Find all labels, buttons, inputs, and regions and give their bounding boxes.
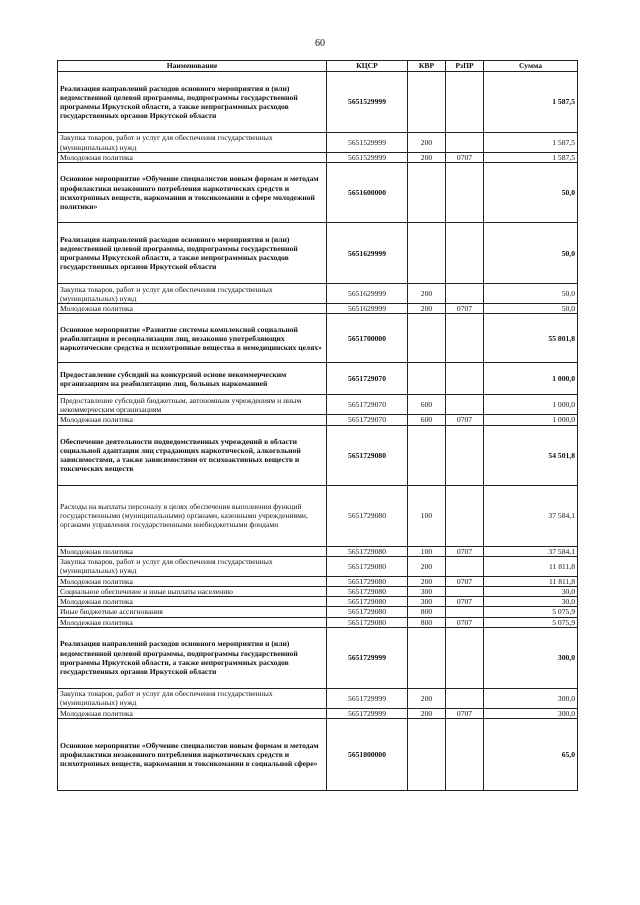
cell-kcsr: 5651629999 xyxy=(327,223,408,284)
cell-name: Предоставление субсидий на конкурсной основе некоммерческим организациям на реабилитацию лиц, больных наркоманией xyxy=(58,363,327,395)
cell-name: Реализация направлений расходов основного мероприятия и (или) ведомственной целевой программы, подпрограммы государственной программы Иркутской области, а также непрограммных расходов государственных органов Иркутской области xyxy=(58,627,327,688)
cell-kvr xyxy=(408,363,446,395)
cell-name: Иные бюджетные ассигнования xyxy=(58,607,327,617)
cell-rzpr xyxy=(446,133,484,153)
cell-sum: 50,0 xyxy=(484,304,578,314)
page-number: 60 xyxy=(315,38,325,49)
cell-name: Обеспечение деятельности подведомственных учреждений в области социальной адаптации лиц страдающих наркотической, алкогольной зависимостями, а также зависимостями от психоактивных веществ и токсических веществ xyxy=(58,425,327,485)
cell-sum: 1 587,5 xyxy=(484,133,578,153)
cell-kcsr: 5651729070 xyxy=(327,415,408,425)
cell-name: Основное мероприятие «Обучение специалистов новым формам и методам профилактики незаконного потребления наркотических средств и психотропных веществ, наркомании и токсикомании в социальной сфере» xyxy=(58,719,327,791)
cell-name: Закупка товаров, работ и услуг для обеспечения государственных (муниципальных) нужд xyxy=(58,688,327,708)
cell-sum: 55 801,8 xyxy=(484,314,578,363)
cell-sum: 1 000,0 xyxy=(484,363,578,395)
cell-rzpr xyxy=(446,425,484,485)
table-row xyxy=(58,607,578,617)
cell-sum: 11 811,8 xyxy=(484,556,578,576)
table-row xyxy=(58,576,578,586)
cell-kcsr: 5651629999 xyxy=(327,284,408,304)
cell-rzpr xyxy=(446,284,484,304)
cell-rzpr: 0707 xyxy=(446,415,484,425)
cell-name: Молодежная политика xyxy=(58,153,327,163)
cell-sum: 37 584,1 xyxy=(484,546,578,556)
budget-table xyxy=(57,60,578,791)
cell-kvr: 600 xyxy=(408,395,446,415)
cell-rzpr: 0707 xyxy=(446,304,484,314)
table-row xyxy=(58,708,578,718)
cell-kvr: 600 xyxy=(408,415,446,425)
table-row xyxy=(58,223,578,284)
cell-kvr: 200 xyxy=(408,153,446,163)
cell-sum: 300,0 xyxy=(484,688,578,708)
cell-kvr: 200 xyxy=(408,133,446,153)
cell-kvr: 200 xyxy=(408,304,446,314)
table-row xyxy=(58,587,578,597)
cell-kcsr: 5651729080 xyxy=(327,485,408,546)
cell-kvr: 300 xyxy=(408,597,446,607)
cell-kcsr: 5651729080 xyxy=(327,597,408,607)
cell-kcsr: 5651729999 xyxy=(327,627,408,688)
cell-rzpr xyxy=(446,688,484,708)
cell-kvr: 200 xyxy=(408,556,446,576)
table-row xyxy=(58,546,578,556)
table-row xyxy=(58,425,578,485)
cell-kvr: 800 xyxy=(408,617,446,627)
cell-kvr xyxy=(408,719,446,791)
cell-sum: 1 587,5 xyxy=(484,153,578,163)
cell-kcsr: 5651629999 xyxy=(327,304,408,314)
table-row xyxy=(58,395,578,415)
cell-rzpr xyxy=(446,485,484,546)
cell-name: Реализация направлений расходов основного мероприятия и (или) ведомственной целевой программы, подпрограммы государственной программы Иркутской области, а также непрограммных расходов государственных органов Иркутской области xyxy=(58,72,327,133)
cell-rzpr xyxy=(446,314,484,363)
cell-name: Закупка товаров, работ и услуг для обеспечения государственных (муниципальных) нужд xyxy=(58,556,327,576)
table-row xyxy=(58,304,578,314)
column-header-rzpr: РзПР xyxy=(446,61,484,72)
cell-kcsr: 5651729080 xyxy=(327,587,408,597)
cell-kcsr: 5651729070 xyxy=(327,395,408,415)
cell-sum: 11 811,8 xyxy=(484,576,578,586)
cell-sum: 54 501,8 xyxy=(484,425,578,485)
cell-kcsr: 5651729080 xyxy=(327,576,408,586)
cell-sum: 1 587,5 xyxy=(484,72,578,133)
column-header-sum: Сумма xyxy=(484,61,578,72)
cell-name: Предоставление субсидий бюджетным, автономным учреждениям и иным некоммерческим организациям xyxy=(58,395,327,415)
table-row xyxy=(58,415,578,425)
cell-name: Молодежная политика xyxy=(58,576,327,586)
cell-sum: 50,0 xyxy=(484,223,578,284)
cell-kcsr: 5651800000 xyxy=(327,719,408,791)
cell-kvr: 200 xyxy=(408,708,446,718)
cell-sum: 50,0 xyxy=(484,284,578,304)
cell-name: Основное мероприятие «Развитие системы комплексной социальной реабилитации и ресоциализации лиц, незаконно употребляющих наркотические средства и психотропные вещества в немедицинских целях» xyxy=(58,314,327,363)
table-row xyxy=(58,617,578,627)
column-header-kcsr: КЦСР xyxy=(327,61,408,72)
cell-sum: 1 000,0 xyxy=(484,415,578,425)
cell-rzpr xyxy=(446,627,484,688)
cell-sum: 5 075,9 xyxy=(484,607,578,617)
table-row xyxy=(58,72,578,133)
cell-kcsr: 5651529999 xyxy=(327,72,408,133)
cell-kcsr: 5651729080 xyxy=(327,607,408,617)
cell-kcsr: 5651729999 xyxy=(327,688,408,708)
cell-rzpr xyxy=(446,395,484,415)
cell-kcsr: 5651729080 xyxy=(327,546,408,556)
cell-kvr: 200 xyxy=(408,688,446,708)
table-row xyxy=(58,485,578,546)
cell-name: Молодежная политика xyxy=(58,304,327,314)
cell-sum: 50,0 xyxy=(484,163,578,223)
table-row xyxy=(58,363,578,395)
cell-kcsr: 5651529999 xyxy=(327,153,408,163)
column-header-kvr: КВР xyxy=(408,61,446,72)
cell-sum: 37 584,1 xyxy=(484,485,578,546)
table-row xyxy=(58,597,578,607)
cell-rzpr: 0707 xyxy=(446,708,484,718)
cell-name: Молодежная политика xyxy=(58,708,327,718)
cell-rzpr: 0707 xyxy=(446,153,484,163)
cell-kvr: 800 xyxy=(408,607,446,617)
cell-rzpr: 0707 xyxy=(446,597,484,607)
cell-sum: 30,0 xyxy=(484,587,578,597)
cell-name: Закупка товаров, работ и услуг для обеспечения государственных (муниципальных) нужд xyxy=(58,133,327,153)
cell-kvr xyxy=(408,72,446,133)
cell-rzpr xyxy=(446,556,484,576)
cell-kcsr: 5651529999 xyxy=(327,133,408,153)
cell-sum: 65,0 xyxy=(484,719,578,791)
cell-sum: 300,0 xyxy=(484,708,578,718)
cell-name: Социальное обеспечение и иные выплаты населению xyxy=(58,587,327,597)
cell-name: Молодежная политика xyxy=(58,546,327,556)
cell-kcsr: 5651700000 xyxy=(327,314,408,363)
table-row xyxy=(58,556,578,576)
cell-name: Закупка товаров, работ и услуг для обеспечения государственных (муниципальных) нужд xyxy=(58,284,327,304)
cell-rzpr xyxy=(446,719,484,791)
cell-kcsr: 5651729080 xyxy=(327,556,408,576)
cell-kvr xyxy=(408,223,446,284)
cell-rzpr xyxy=(446,587,484,597)
cell-name: Молодежная политика xyxy=(58,597,327,607)
cell-name: Расходы на выплаты персоналу в целях обеспечения выполнения функций государственными (муниципальными) органами, казенными учреждениями, органами управления государственными внебюджетными фондами xyxy=(58,485,327,546)
cell-kvr: 300 xyxy=(408,587,446,597)
cell-kcsr: 5651729080 xyxy=(327,425,408,485)
cell-rzpr xyxy=(446,163,484,223)
cell-sum: 5 075,9 xyxy=(484,617,578,627)
cell-name: Молодежная политика xyxy=(58,617,327,627)
cell-kcsr: 5651600000 xyxy=(327,163,408,223)
cell-kcsr: 5651729080 xyxy=(327,617,408,627)
cell-kvr xyxy=(408,425,446,485)
cell-name: Молодежная политика xyxy=(58,415,327,425)
table-header-row xyxy=(58,61,578,72)
cell-kcsr: 5651729070 xyxy=(327,363,408,395)
cell-kvr: 200 xyxy=(408,576,446,586)
cell-name: Основное мероприятие «Обучение специалистов новым формам и методам профилактики незаконного потребления наркотических средств и психотропных веществ, наркомании и токсикомании в сфере молодежной политики» xyxy=(58,163,327,223)
table-row xyxy=(58,163,578,223)
cell-sum: 1 000,0 xyxy=(484,395,578,415)
table-row xyxy=(58,627,578,688)
table-row xyxy=(58,153,578,163)
cell-kvr: 200 xyxy=(408,284,446,304)
cell-rzpr xyxy=(446,72,484,133)
cell-kvr: 100 xyxy=(408,485,446,546)
table-row xyxy=(58,719,578,791)
cell-rzpr: 0707 xyxy=(446,617,484,627)
cell-rzpr xyxy=(446,607,484,617)
cell-sum: 30,0 xyxy=(484,597,578,607)
cell-kcsr: 5651729999 xyxy=(327,708,408,718)
cell-rzpr xyxy=(446,223,484,284)
cell-kvr xyxy=(408,314,446,363)
table-row xyxy=(58,133,578,153)
table-row xyxy=(58,284,578,304)
cell-kvr xyxy=(408,163,446,223)
cell-rzpr: 0707 xyxy=(446,576,484,586)
column-header-name: Наименование xyxy=(58,61,327,72)
cell-kvr xyxy=(408,627,446,688)
cell-sum: 300,0 xyxy=(484,627,578,688)
table-row xyxy=(58,688,578,708)
cell-name: Реализация направлений расходов основного мероприятия и (или) ведомственной целевой программы, подпрограммы государственной программы Иркутской области, а также непрограммных расходов государственных органов Иркутской области xyxy=(58,223,327,284)
table-row xyxy=(58,314,578,363)
cell-rzpr: 0707 xyxy=(446,546,484,556)
cell-rzpr xyxy=(446,363,484,395)
cell-kvr: 100 xyxy=(408,546,446,556)
